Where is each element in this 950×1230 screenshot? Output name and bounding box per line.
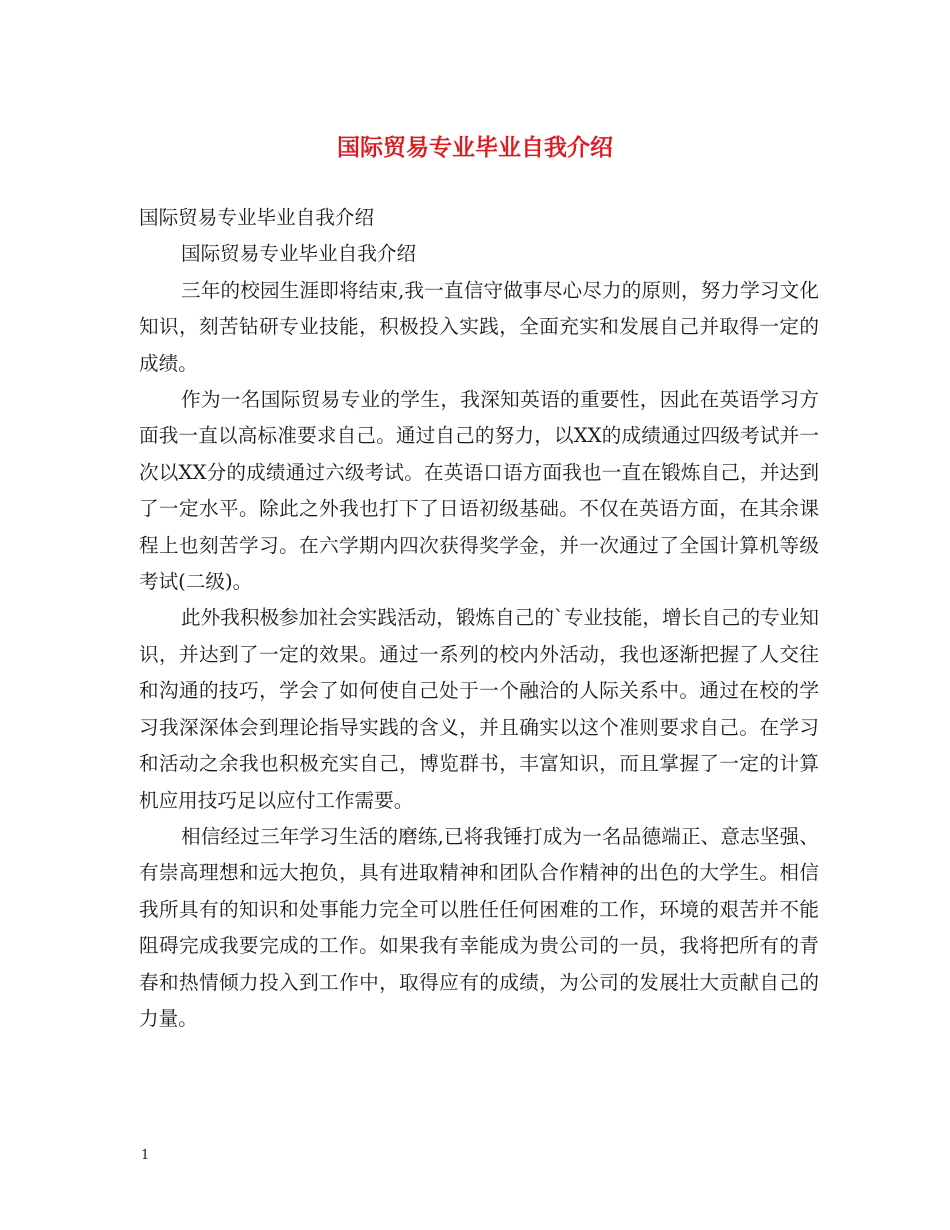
subheading-line: 国际贸易专业毕业自我介绍: [181, 242, 417, 266]
heading-line: 国际贸易专业毕业自我介绍: [139, 206, 375, 229]
paragraph-2: 作为一名国际贸易专业的学生，我深知英语的重要性，因此在英语学习方面我一直以高标准要求自己。通过自己的努力，以XX的成绩通过四级考试并一次以XX分的成绩通过六级考试。在英语口语方面我也一直在锻炼自己，并达到了一定水平。除此之外我也打下了日语初级基础。不仅在英语方面，在其余课程上也刻苦学习。在六学期内四次获得奖学金，并一次通过了全国计算机等级考试(二级)。: [139, 388, 819, 594]
paragraph-3: 此外我积极参加社会实践活动，锻炼自己的`专业技能，增长自己的专业知识，并达到了一定的效果。通过一系列的校内外活动，我也逐渐把握了人交往和沟通的技巧，学会了如何使自己处于一个融洽的人际关系中。通过在校的学习我深深体会到理论指导实践的含义，并且确实以这个准则要求自己。在学习和活动之余我也积极充实自己，博览群书，丰富知识，而且掌握了一定的计算机应用技巧足以应付工作需要。: [139, 606, 819, 812]
paragraph-4: 相信经过三年学习生活的磨练,已将我锤打成为一名品德端正、意志坚强、有崇高理想和远大抱负，具有进取精神和团队合作精神的出色的大学生。相信我所具有的知识和处事能力完全可以胜任任何困难的工作，环境的艰苦并不能阻碍完成我要完成的工作。如果我有幸能成为贵公司的一员，我将把所有的青春和热情倾力投入到工作中，取得应有的成绩，为公司的发展壮大贡献自己的力量。: [139, 824, 819, 1030]
document-body: [139, 200, 819, 1037]
paragraph-1: 三年的校园生涯即将结束,我一直信守做事尽心尽力的原则，努力学习文化知识，刻苦钻研专业技能，积极投入实践，全面充实和发展自己并取得一定的成绩。: [139, 278, 819, 375]
document-title: 国际贸易专业毕业自我介绍: [337, 134, 613, 161]
page-number: 1: [141, 1148, 150, 1163]
